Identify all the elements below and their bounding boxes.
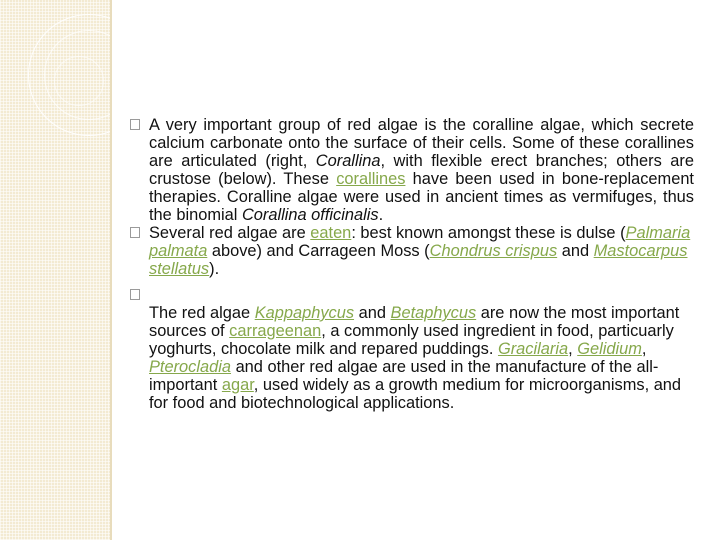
bullet-box-icon: [130, 289, 140, 300]
text-run: and other red algae are used in the manufacture of the all-important: [149, 358, 659, 394]
italic-text: Corallina officinalis: [241, 206, 379, 224]
text-link[interactable]: eaten: [310, 224, 352, 242]
text-run: , with flexible erect branches; others are crustose (below). These: [149, 152, 694, 188]
bullet-item: [130, 286, 694, 412]
text-run: , used widely as a growth medium for microorganisms, and for food and biotechnological applications.: [149, 376, 682, 412]
text-link[interactable]: Chondrus crispus: [429, 242, 558, 260]
italic-text: Corallina: [315, 152, 381, 170]
paragraph-carrageenan: [149, 286, 694, 412]
decorative-side-panel: [0, 0, 110, 540]
side-divider: [110, 0, 112, 540]
text-run: , a commonly used ingredient in food, particuarly yoghurts, chocolate milk and repared puddings.: [149, 322, 674, 358]
text-run: The red algae: [149, 304, 255, 322]
text-link[interactable]: carrageenan: [229, 322, 322, 340]
text-link[interactable]: Mastocarpus stellatus: [149, 242, 688, 278]
text-run: and: [354, 304, 391, 322]
text-run: have been used in bone-replacement therapies. Coralline algae were used in ancient times as vermifuges, thus the binomial: [149, 170, 694, 224]
paragraph-coralline: [149, 116, 694, 224]
slide-body: [130, 116, 694, 412]
text-link[interactable]: Palmaria palmata: [149, 224, 691, 260]
bullet-box-icon: [130, 227, 140, 238]
text-link[interactable]: Kappaphycus: [254, 304, 355, 322]
decorative-ring: [54, 56, 104, 106]
text-link[interactable]: Gracilaria: [497, 340, 569, 358]
paragraph-edible: [149, 224, 694, 278]
text-run: ,: [641, 340, 647, 358]
text-run: ,: [568, 340, 578, 358]
bullet-item: [130, 224, 694, 278]
text-run: A very important group of red algae is the coralline algae, which secrete calcium carbonate onto the surface of their cells. Some of these corallines are articulated (right,: [149, 116, 694, 170]
text-run: and: [557, 242, 594, 260]
text-run: above) and Carrageen Moss (: [207, 242, 430, 260]
text-run: : best known amongst these is dulse (: [351, 224, 626, 242]
text-run: are now the most important sources of: [149, 304, 680, 340]
bullet-item: [130, 116, 694, 224]
bullet-box-icon: [130, 119, 140, 130]
text-link[interactable]: Betaphycus: [390, 304, 477, 322]
text-link[interactable]: agar: [221, 376, 254, 394]
text-run: .: [378, 206, 384, 224]
text-link[interactable]: corallines: [336, 170, 406, 188]
text-link[interactable]: Gelidium: [577, 340, 642, 358]
text-run: ).: [209, 260, 220, 278]
text-link[interactable]: Pterocladia: [149, 358, 232, 376]
text-run: Several red algae are: [149, 224, 311, 242]
